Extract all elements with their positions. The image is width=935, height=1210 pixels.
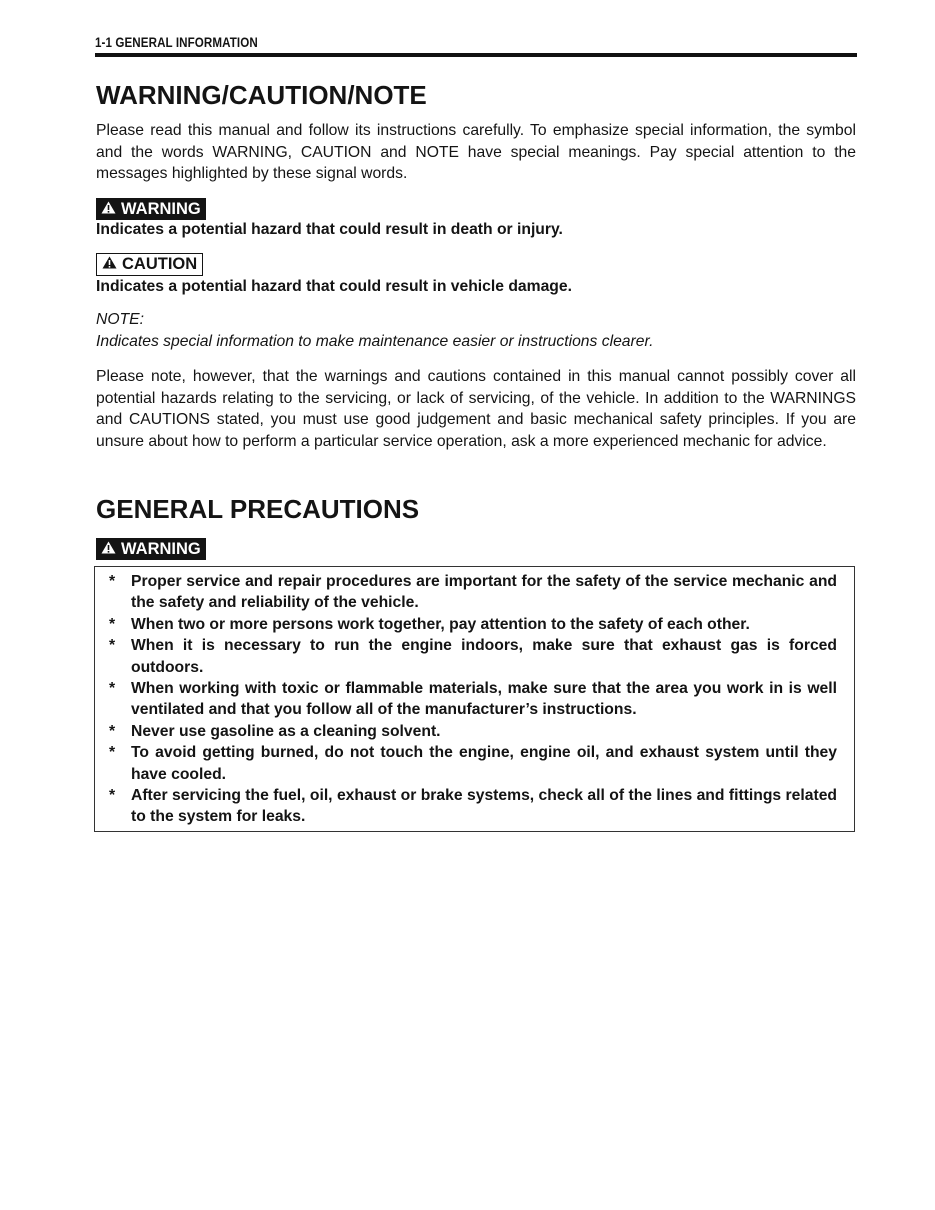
bullet-star: *: [109, 680, 116, 698]
list-item: [109, 785, 837, 828]
section-title-warning-caution-note: WARNING/CAUTION/NOTE: [96, 80, 427, 110]
bullet-star: *: [109, 787, 116, 805]
caution-definition: Indicates a potential hazard that could result in vehicle damage.: [96, 278, 572, 295]
precautions-warning-label-text: WARNING: [121, 539, 201, 558]
header-section-label: 1-1 GENERAL INFORMATION: [95, 35, 258, 50]
list-item-text: After servicing the fuel, oil, exhaust or brake systems, check all of the lines and fittings related to the system for leaks.: [131, 787, 837, 826]
bullet-star: *: [109, 722, 116, 740]
warning-triangle-icon: [102, 254, 117, 275]
list-item: [109, 678, 837, 721]
precautions-warning-label: [96, 538, 206, 560]
list-item-text: Never use gasoline as a cleaning solvent.: [131, 722, 441, 740]
bullet-star: *: [109, 744, 116, 762]
page-header: [95, 33, 857, 57]
bullet-star: *: [109, 615, 116, 633]
warning-label: [96, 198, 206, 220]
list-item: [109, 742, 837, 785]
list-item-text: When two or more persons work together, pay attention to the safety of each other.: [131, 615, 750, 633]
list-item: [109, 614, 837, 635]
note-label: NOTE:: [96, 311, 144, 328]
caution-label: [96, 253, 203, 276]
list-item-text: Proper service and repair procedures are important for the safety of the service mechanic and the safety and reliability of the vehicle.: [131, 573, 837, 612]
warning-label-text: WARNING: [121, 199, 201, 218]
precautions-list: [109, 571, 837, 828]
note-definition: Indicates special information to make maintenance easier or instructions clearer.: [96, 333, 654, 350]
list-item: [109, 721, 837, 742]
list-item-text: To avoid getting burned, do not touch the engine, engine oil, and exhaust system until they have cooled.: [131, 744, 837, 783]
caution-label-text: CAUTION: [122, 255, 198, 273]
list-item: [109, 635, 837, 678]
bullet-star: *: [109, 573, 116, 590]
warning-triangle-icon: [101, 199, 116, 220]
bullet-star: *: [109, 637, 116, 655]
warning-triangle-icon: [101, 539, 116, 560]
warning-definition: Indicates a potential hazard that could result in death or injury.: [96, 221, 563, 238]
list-item: [109, 571, 837, 614]
precautions-warning-box: [94, 566, 855, 832]
list-item-text: When it is necessary to run the engine indoors, make sure that exhaust gas is forced outdoors.: [131, 637, 837, 676]
list-item-text: When working with toxic or flammable materials, make sure that the area you work in is well ventilated and that you follow all of the manufacturer’s instructions.: [131, 680, 837, 719]
closing-paragraph: Please note, however, that the warnings and cautions contained in this manual cannot possibly cover all potential hazards relating to the servicing, or lack of servicing, of the vehicle. In addition to the WARNINGS and CAUTIONS stated, you must use good judgement and basic mechanical safety principles. If you are unsure about how to perform a particular service operation, ask a more experienced mechanic for advice.: [96, 368, 856, 450]
intro-paragraph: Please read this manual and follow its instructions carefully. To emphasize special information, the symbol and the words WARNING, CAUTION and NOTE have special meanings. Pay special attention to the messages highlighted by these signal words.: [96, 122, 856, 182]
section-title-general-precautions: GENERAL PRECAUTIONS: [96, 494, 420, 524]
